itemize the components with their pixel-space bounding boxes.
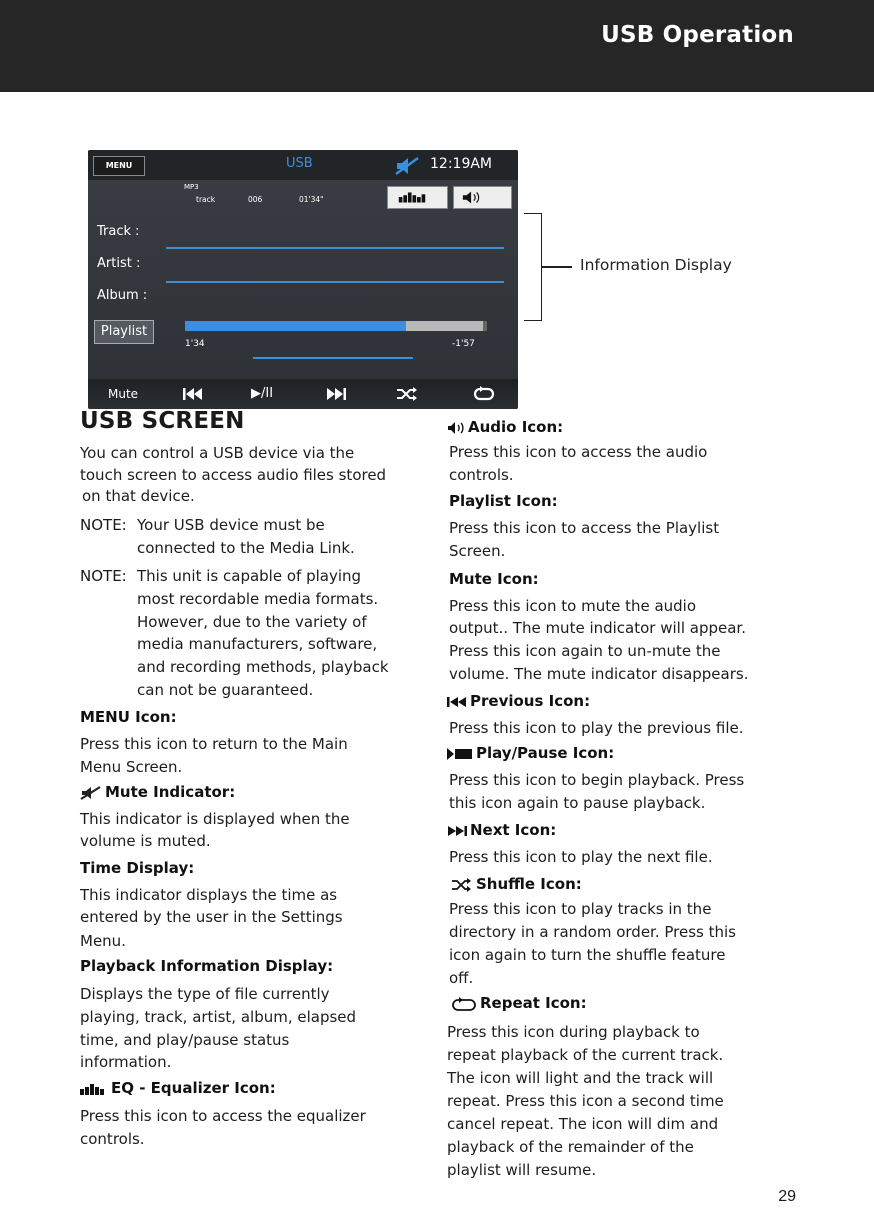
next-icon (447, 826, 467, 836)
audio-button[interactable] (453, 186, 512, 209)
shuffle-icon-title: Shuffle Icon: (476, 875, 582, 893)
page-number: 29 (778, 1188, 796, 1205)
eq-icon (80, 1083, 108, 1095)
body-line: playlist will resume. (447, 1161, 597, 1179)
mute-indicator-heading (80, 781, 235, 803)
menu-button[interactable]: MENU (93, 156, 145, 176)
track-label: track (196, 195, 216, 204)
track-number: 006 (248, 195, 263, 204)
intro-line: You can control a USB device via the (80, 444, 355, 462)
track-field-line (166, 247, 504, 249)
progress-fill (185, 321, 406, 331)
menu-icon-heading: MENU Icon: (80, 708, 177, 726)
shuffle-icon (451, 878, 473, 892)
note-line: can not be guaranteed. (137, 681, 314, 699)
body-line: Menu Screen. (80, 758, 183, 776)
audio-icon (447, 421, 465, 435)
repeat-icon (451, 996, 477, 1012)
body-line: Press this icon to play the next file. (449, 848, 713, 866)
note-line: most recordable media formats. (137, 590, 379, 608)
usb-screen-illustration (88, 150, 518, 409)
body-line: Press this icon to play tracks in the (449, 900, 712, 918)
body-line: Press this icon to play the previous file. (449, 719, 744, 737)
information-display-callout: Information Display (580, 256, 732, 274)
note-line: However, due to the variety of (137, 613, 367, 631)
playback-info-heading: Playback Information Display: (80, 957, 334, 975)
play-pause-icon (447, 748, 473, 760)
body-line: output.. The mute indicator will appear. (449, 619, 746, 637)
remaining-time: -1'57 (452, 339, 475, 349)
previous-icon (447, 697, 467, 707)
mute-indicator-icon (394, 156, 420, 176)
intro-line: touch screen to access audio files stored (80, 466, 387, 484)
repeat-icon-title: Repeat Icon: (480, 994, 587, 1012)
next-icon-heading (447, 819, 556, 841)
body-line: icon again to turn the shuffle feature (449, 946, 726, 964)
eq-icon-title: EQ - Equalizer Icon: (111, 1079, 276, 1097)
shuffle-icon[interactable] (396, 387, 418, 401)
shuffle-icon-heading (451, 873, 582, 895)
body-line: playing, track, artist, album, elapsed (80, 1008, 357, 1026)
time-display: 12:19AM (430, 156, 493, 172)
mute-icon-heading: Mute Icon: (449, 570, 539, 588)
playlist-icon-heading: Playlist Icon: (449, 492, 558, 510)
divider-line (253, 357, 413, 359)
note-label: NOTE: (80, 516, 127, 534)
body-line: This indicator displays the time as (80, 886, 338, 904)
next-icon[interactable] (326, 388, 346, 400)
body-line: Screen. (449, 542, 506, 560)
note-label: NOTE: (80, 567, 127, 585)
elapsed-time: 1'34 (185, 339, 205, 349)
body-line: This indicator is displayed when the (80, 810, 350, 828)
body-line: Press this icon during playback to (447, 1023, 700, 1041)
audio-icon-heading (447, 416, 563, 438)
next-icon-title: Next Icon: (470, 821, 557, 839)
body-line: time, and play/pause status (80, 1031, 290, 1049)
body-line: information. (80, 1053, 172, 1071)
progress-bar[interactable] (185, 321, 487, 331)
album-field-label: Album : (97, 288, 148, 303)
note-line: connected to the Media Link. (137, 539, 355, 557)
body-line: Press this icon to mute the audio (449, 597, 697, 615)
page-title: USB Operation (601, 22, 794, 48)
body-line: The icon will light and the track will (447, 1069, 714, 1087)
play-pause-icon-title: Play/Pause Icon: (476, 744, 615, 762)
note-line: and recording methods, playback (137, 658, 389, 676)
body-line: entered by the user in the Settings (80, 908, 343, 926)
body-line: cancel repeat. The icon will dim and (447, 1115, 719, 1133)
body-line: this icon again to pause playback. (449, 794, 706, 812)
body-line: Press this icon to begin playback. Press (449, 771, 745, 789)
mute-indicator-icon (80, 786, 102, 800)
body-line: controls. (80, 1130, 145, 1148)
body-line: Press this icon to return to the Main (80, 735, 348, 753)
body-line: off. (449, 969, 474, 987)
play-pause-icon-heading (447, 742, 614, 764)
playlist-button[interactable]: Playlist (94, 320, 154, 344)
body-line: Menu. (80, 932, 126, 950)
body-line: Press this icon to access the Playlist (449, 519, 720, 537)
screen-title: USB (286, 156, 313, 171)
body-line: directory in a random order. Press this (449, 923, 736, 941)
repeat-icon[interactable] (472, 385, 496, 401)
control-bar (88, 379, 518, 409)
body-line: volume is muted. (80, 832, 211, 850)
body-line: volume. The mute indicator disappears. (449, 665, 749, 683)
callout-tick (542, 266, 572, 268)
track-field-label: Track : (97, 224, 140, 239)
mute-indicator-title: Mute Indicator: (105, 783, 236, 801)
body-line: controls. (449, 466, 514, 484)
note-line: This unit is capable of playing (137, 567, 362, 585)
previous-icon-heading (447, 690, 590, 712)
note-line: Your USB device must be (137, 516, 325, 534)
body-line: Press this icon to access the audio (449, 443, 708, 461)
body-line: Press this icon again to un-mute the (449, 642, 721, 660)
body-line: playback of the remainder of the (447, 1138, 694, 1156)
artist-field-line (166, 281, 504, 283)
body-line: Displays the type of file currently (80, 985, 330, 1003)
previous-icon-title: Previous Icon: (470, 692, 591, 710)
mute-button[interactable]: Mute (108, 387, 139, 401)
note-line: media manufacturers, software, (137, 635, 378, 653)
previous-icon[interactable] (183, 388, 203, 400)
file-type: MP3 (184, 183, 199, 191)
section-title: USB SCREEN (80, 408, 245, 434)
body-line: repeat. Press this icon a second time (447, 1092, 724, 1110)
intro-line: on that device. (82, 487, 195, 505)
eq-icon-heading (80, 1077, 276, 1099)
play-pause-button[interactable]: ▶/II (251, 386, 274, 401)
callout-bracket (524, 213, 542, 321)
track-time: 01'34" (299, 195, 324, 204)
audio-icon-title: Audio Icon: (468, 418, 564, 436)
time-display-heading: Time Display: (80, 859, 195, 877)
body-line: repeat playback of the current track. (447, 1046, 724, 1064)
artist-field-label: Artist : (97, 256, 141, 271)
header-bar (0, 0, 874, 92)
body-line: Press this icon to access the equalizer (80, 1107, 366, 1125)
eq-button[interactable] (387, 186, 448, 209)
repeat-icon-heading (451, 992, 587, 1014)
